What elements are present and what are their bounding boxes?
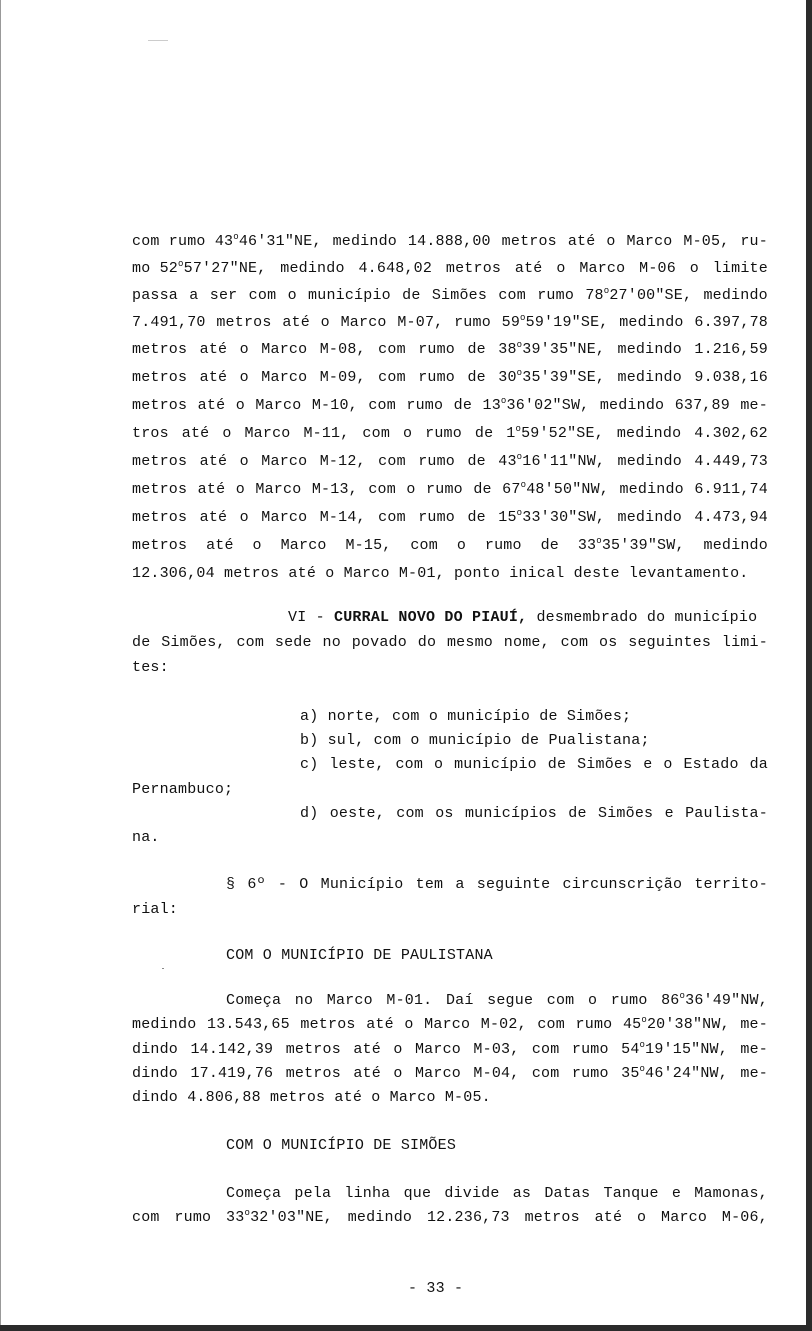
word: de [453,397,473,414]
word: segue [487,992,534,1009]
limit-west-continuation: na. [132,829,160,846]
word: de [467,509,486,526]
section-vi-line: tes: [132,659,169,676]
word: - [277,876,288,893]
word: seguintes [628,634,712,651]
word: Marco [261,341,308,358]
word: 59$^o$59'19"SE, [501,313,609,331]
word: o [606,233,616,250]
word: no [294,992,314,1009]
paragraph-line: 12.306,04 metros até o Marco M-01, ponto inical deste levantamento. [132,565,749,582]
word: até [594,1209,623,1226]
word: passa [132,287,179,304]
word: de [467,341,486,358]
word: 6.911,74 [694,481,768,498]
word: até [197,481,226,498]
page-left-edge [0,0,1,1325]
word: com [368,481,396,498]
word: M-13, [311,481,358,498]
word: metros [132,537,188,554]
word: e [643,756,653,773]
word: dindo [132,1065,179,1082]
word: Município [320,876,404,893]
section-vi-line [132,632,768,654]
heading-simoes: COM O MUNICÍPIO DE SIMÕES [226,1137,457,1154]
word: Simões [431,287,488,304]
word: me- [740,1016,768,1033]
word: 67$^o$48'50"NW, [502,480,610,498]
word: municípios [464,805,557,822]
word: sede [274,634,312,651]
word: Marco [340,314,387,331]
word: rumo [418,509,456,526]
word: com [368,397,396,414]
word: medindo [347,1209,413,1226]
word: rumo [406,397,444,414]
word: município [308,287,391,304]
word: com [560,634,589,651]
paulistana-line [132,1063,768,1085]
word: 54$^o$19'15"NW, [621,1040,728,1058]
paulistana-line [132,1039,768,1061]
word: Marco [326,992,373,1009]
word: 4.473,94 [694,509,768,526]
word: povado [351,634,407,651]
word: e [671,1185,682,1202]
word: Marco [424,1016,471,1033]
word: medindo [619,314,684,331]
word: leste, [329,756,385,773]
word: Marco [261,453,308,470]
word: rumo [426,481,463,498]
word: rumo [571,1065,609,1082]
section-vi-heading: VI - CURRAL NOVO DO PIAUÍ, desmembrado do município [288,609,758,626]
paragraph-line [132,532,768,560]
simoes-line [226,1183,768,1205]
word: me- [740,397,768,414]
paragraph-line [132,309,768,336]
word: o [587,992,598,1009]
paragraph-line [132,448,768,476]
word: metros [132,481,188,498]
word: o [320,314,330,331]
word: e [664,805,674,822]
word: até [199,341,228,358]
word: Marco [414,1041,461,1058]
word: 13.543,65 [207,1016,290,1033]
word: rumo [418,453,456,470]
word: o [689,260,699,277]
word: 6º [247,876,266,893]
word: do [417,634,437,651]
word: tros [132,425,169,442]
word: M-15, [345,537,392,554]
word: de [132,634,151,651]
word: 33$^o$32'03"NE, [226,1208,333,1226]
word: até [206,537,234,554]
word: os [599,634,618,651]
word: o [456,537,467,554]
word: medindo [132,1016,197,1033]
word: até [353,1065,381,1082]
word: 1.216,59 [694,341,768,358]
word: o [222,425,232,442]
paragraph-line [132,336,768,364]
word: o [239,509,249,526]
scan-speck [148,40,168,41]
word: com [248,287,277,304]
word: de [547,756,567,773]
word: metros [300,1016,356,1033]
word: metros [501,233,557,250]
word: 86$^o$36'49"NW, [661,991,768,1009]
word: até [514,260,543,277]
word: Marco [280,537,327,554]
word: d) [300,805,319,822]
limit-west [300,803,768,825]
word: rumo [418,341,456,358]
word: rumo [418,369,456,386]
word: Marco [244,425,291,442]
word: tem [415,876,444,893]
word: Começa [226,992,282,1009]
paragraph-6 [226,874,768,896]
word: c) [300,756,319,773]
word: rumo [425,425,462,442]
word: de [402,287,421,304]
word: metros [445,260,502,277]
word: limite [712,260,768,277]
word: a [189,287,199,304]
word: medindo [617,509,682,526]
word: 637,89 [674,397,730,414]
word: até [181,425,210,442]
word: M-10, [311,397,358,414]
word: metros [132,397,188,414]
word: Datas [544,1185,591,1202]
word: 1$^o$59'52"SE, [506,424,604,442]
paragraph-line [132,255,768,282]
word: Marco [261,369,308,386]
word: o [556,260,566,277]
word: divide [444,1185,500,1202]
word: § [226,876,236,893]
word: com [531,1065,560,1082]
word: o [663,756,673,773]
word: com [498,287,526,304]
word: que [403,1185,432,1202]
word: o [235,481,245,498]
word: com [378,509,406,526]
word: mo 52$^o$57'27"NE, [132,259,267,277]
word: 14.888,00 [407,233,491,250]
word: metros [524,1209,580,1226]
word: com [396,805,424,822]
word: medindo [280,260,345,277]
word: o [239,341,249,358]
word: pela [294,1185,332,1202]
limit-north: a) norte, com o município de Simões; [300,708,632,725]
word: o [235,397,245,414]
word: Simões [598,805,654,822]
word: os [435,805,454,822]
word: 38$^o$39'35"NE, [498,340,606,358]
word: metros [132,341,188,358]
word: Começa [226,1185,282,1202]
word: medindo [616,425,682,442]
word: ru- [740,233,768,250]
word: rumo [454,314,491,331]
word: medindo [617,453,682,470]
word: M-07, [397,314,444,331]
simoes-line [132,1207,768,1229]
word: metros [285,1041,341,1058]
limit-east [300,754,768,776]
word: Marco [626,233,673,250]
word: o [406,481,416,498]
word: o [239,369,249,386]
word: Tanque [603,1185,659,1202]
word: medindo [617,369,682,386]
word: com [132,1209,160,1226]
word: até [366,1016,394,1033]
word: até [197,397,226,414]
word: até [199,453,228,470]
word: metros [216,314,272,331]
word: medindo [703,537,768,554]
word: Marco [661,1209,708,1226]
word: de [568,805,587,822]
word: da [749,756,768,773]
word: me- [740,1041,768,1058]
word: me- [740,1065,768,1082]
word: com [378,341,406,358]
word: metros [132,453,188,470]
word: metros [132,369,188,386]
limit-east-continuation: Pernambuco; [132,781,234,798]
word: com [410,537,438,554]
word: o [393,1065,403,1082]
word: 78$^o$27'00"SE, [585,286,693,304]
word: o [252,537,262,554]
word: 4.449,73 [694,453,768,470]
paragraph-line [132,476,768,504]
word: o [402,425,413,442]
word: com [236,634,265,651]
word: Marco [261,509,308,526]
word: nome, [503,634,550,651]
paragraph-line [132,504,768,532]
word: de [473,481,492,498]
word: no [322,634,341,651]
paragraph-line [132,282,768,309]
word: de [540,537,559,554]
word: o [404,1016,414,1033]
word: de [467,369,486,386]
word: 33$^o$35'39"SW, [577,536,685,554]
word: com rumo 43$^o$46'31"NE, [132,232,322,250]
word: M-06, [721,1209,768,1226]
word: até [199,509,228,526]
word: 4.648,02 [358,260,433,277]
word: Marco [255,481,302,498]
word: com [362,425,391,442]
word: rumo [610,992,648,1009]
paragraph-line [132,364,768,392]
word: seguinte [476,876,551,893]
word: O [299,876,309,893]
word: ser [209,287,238,304]
word: rumo [174,1209,212,1226]
word: M-04, [473,1065,520,1082]
word: até [199,369,228,386]
word: até [567,233,596,250]
word: M-06 [639,260,676,277]
word: 7.491,70 [132,314,206,331]
word: 9.038,16 [694,369,768,386]
word: rumo [575,1016,613,1033]
word: M-11, [303,425,350,442]
word: com [537,1016,565,1033]
word: metros [285,1065,341,1082]
word: territo- [694,876,768,893]
word: medindo [332,233,397,250]
word: 12.236,73 [426,1209,510,1226]
word: o [393,1041,403,1058]
word: a [455,876,465,893]
word: o [433,756,444,773]
word: Paulista- [685,805,768,822]
word: com [378,453,406,470]
page-number: - 33 - [408,1280,464,1297]
word: 6.397,78 [694,314,768,331]
scan-speck [162,968,164,969]
word: Marco [414,1065,461,1082]
word: até [282,314,310,331]
word: as [512,1185,532,1202]
heading-paulistana: COM O MUNICÍPIO DE PAULISTANA [226,947,493,964]
paragraph-line [132,392,768,420]
word: medindo [703,287,768,304]
word: com [378,369,406,386]
municipality-name: CURRAL NOVO DO PIAUÍ, [334,609,528,626]
word: M-09, [319,369,366,386]
paragraph-line [132,228,768,255]
word: M-08, [319,341,366,358]
word: rumo [571,1041,609,1058]
boundary-paragraph [132,228,768,587]
word: limi- [721,634,768,651]
paragraph-line [132,420,768,448]
word: 14.142,39 [190,1041,274,1058]
word: circunscrição [562,876,683,893]
word: com [546,992,575,1009]
word: M-14, [319,509,366,526]
word: medindo [617,341,682,358]
word: dindo [132,1041,179,1058]
word: 13$^o$36'02"SW, [482,396,590,414]
word: de [467,453,486,470]
word: Daí [445,992,474,1009]
word: M-01. [386,992,433,1009]
word: Simões, [161,634,226,651]
word: Simões [577,756,633,773]
word: Estado [683,756,739,773]
word: M-02, [480,1016,527,1033]
word: 43$^o$16'11"NW, [498,452,606,470]
word: M-03, [473,1041,520,1058]
word: 35$^o$46'24"NW, [621,1064,728,1082]
word: M-05, [683,233,730,250]
word: 30$^o$35'39"SE, [498,368,606,386]
word: município [454,756,537,773]
word: o [239,453,249,470]
word: com [395,756,424,773]
word: medindo [619,481,684,498]
word: Marco [579,260,626,277]
paulistana-line [132,1014,768,1036]
paulistana-line: dindo 4.806,88 metros até o Marco M-05. [132,1089,491,1106]
paulistana-line [226,990,768,1012]
limit-south: b) sul, com o município de Pualistana; [300,732,650,749]
word: Marco [255,397,302,414]
word: 15$^o$33'30"SW, [498,508,606,526]
word: 4.302,62 [694,425,768,442]
word: rumo [537,287,575,304]
word: até [353,1041,381,1058]
word: oeste, [329,805,385,822]
word: Mamonas, [694,1185,768,1202]
word: M-12, [319,453,366,470]
paragraph-6-continuation: rial: [132,901,179,918]
word: 17.419,76 [190,1065,274,1082]
word: o [637,1209,647,1226]
word: metros [132,509,188,526]
word: 45$^o$20'38"NW, [622,1015,730,1033]
word: de [474,425,494,442]
word: rumo [484,537,522,554]
word: o [287,287,297,304]
word: medindo [599,397,665,414]
word: linha [344,1185,391,1202]
word: mesmo [446,634,493,651]
word: com [531,1041,560,1058]
